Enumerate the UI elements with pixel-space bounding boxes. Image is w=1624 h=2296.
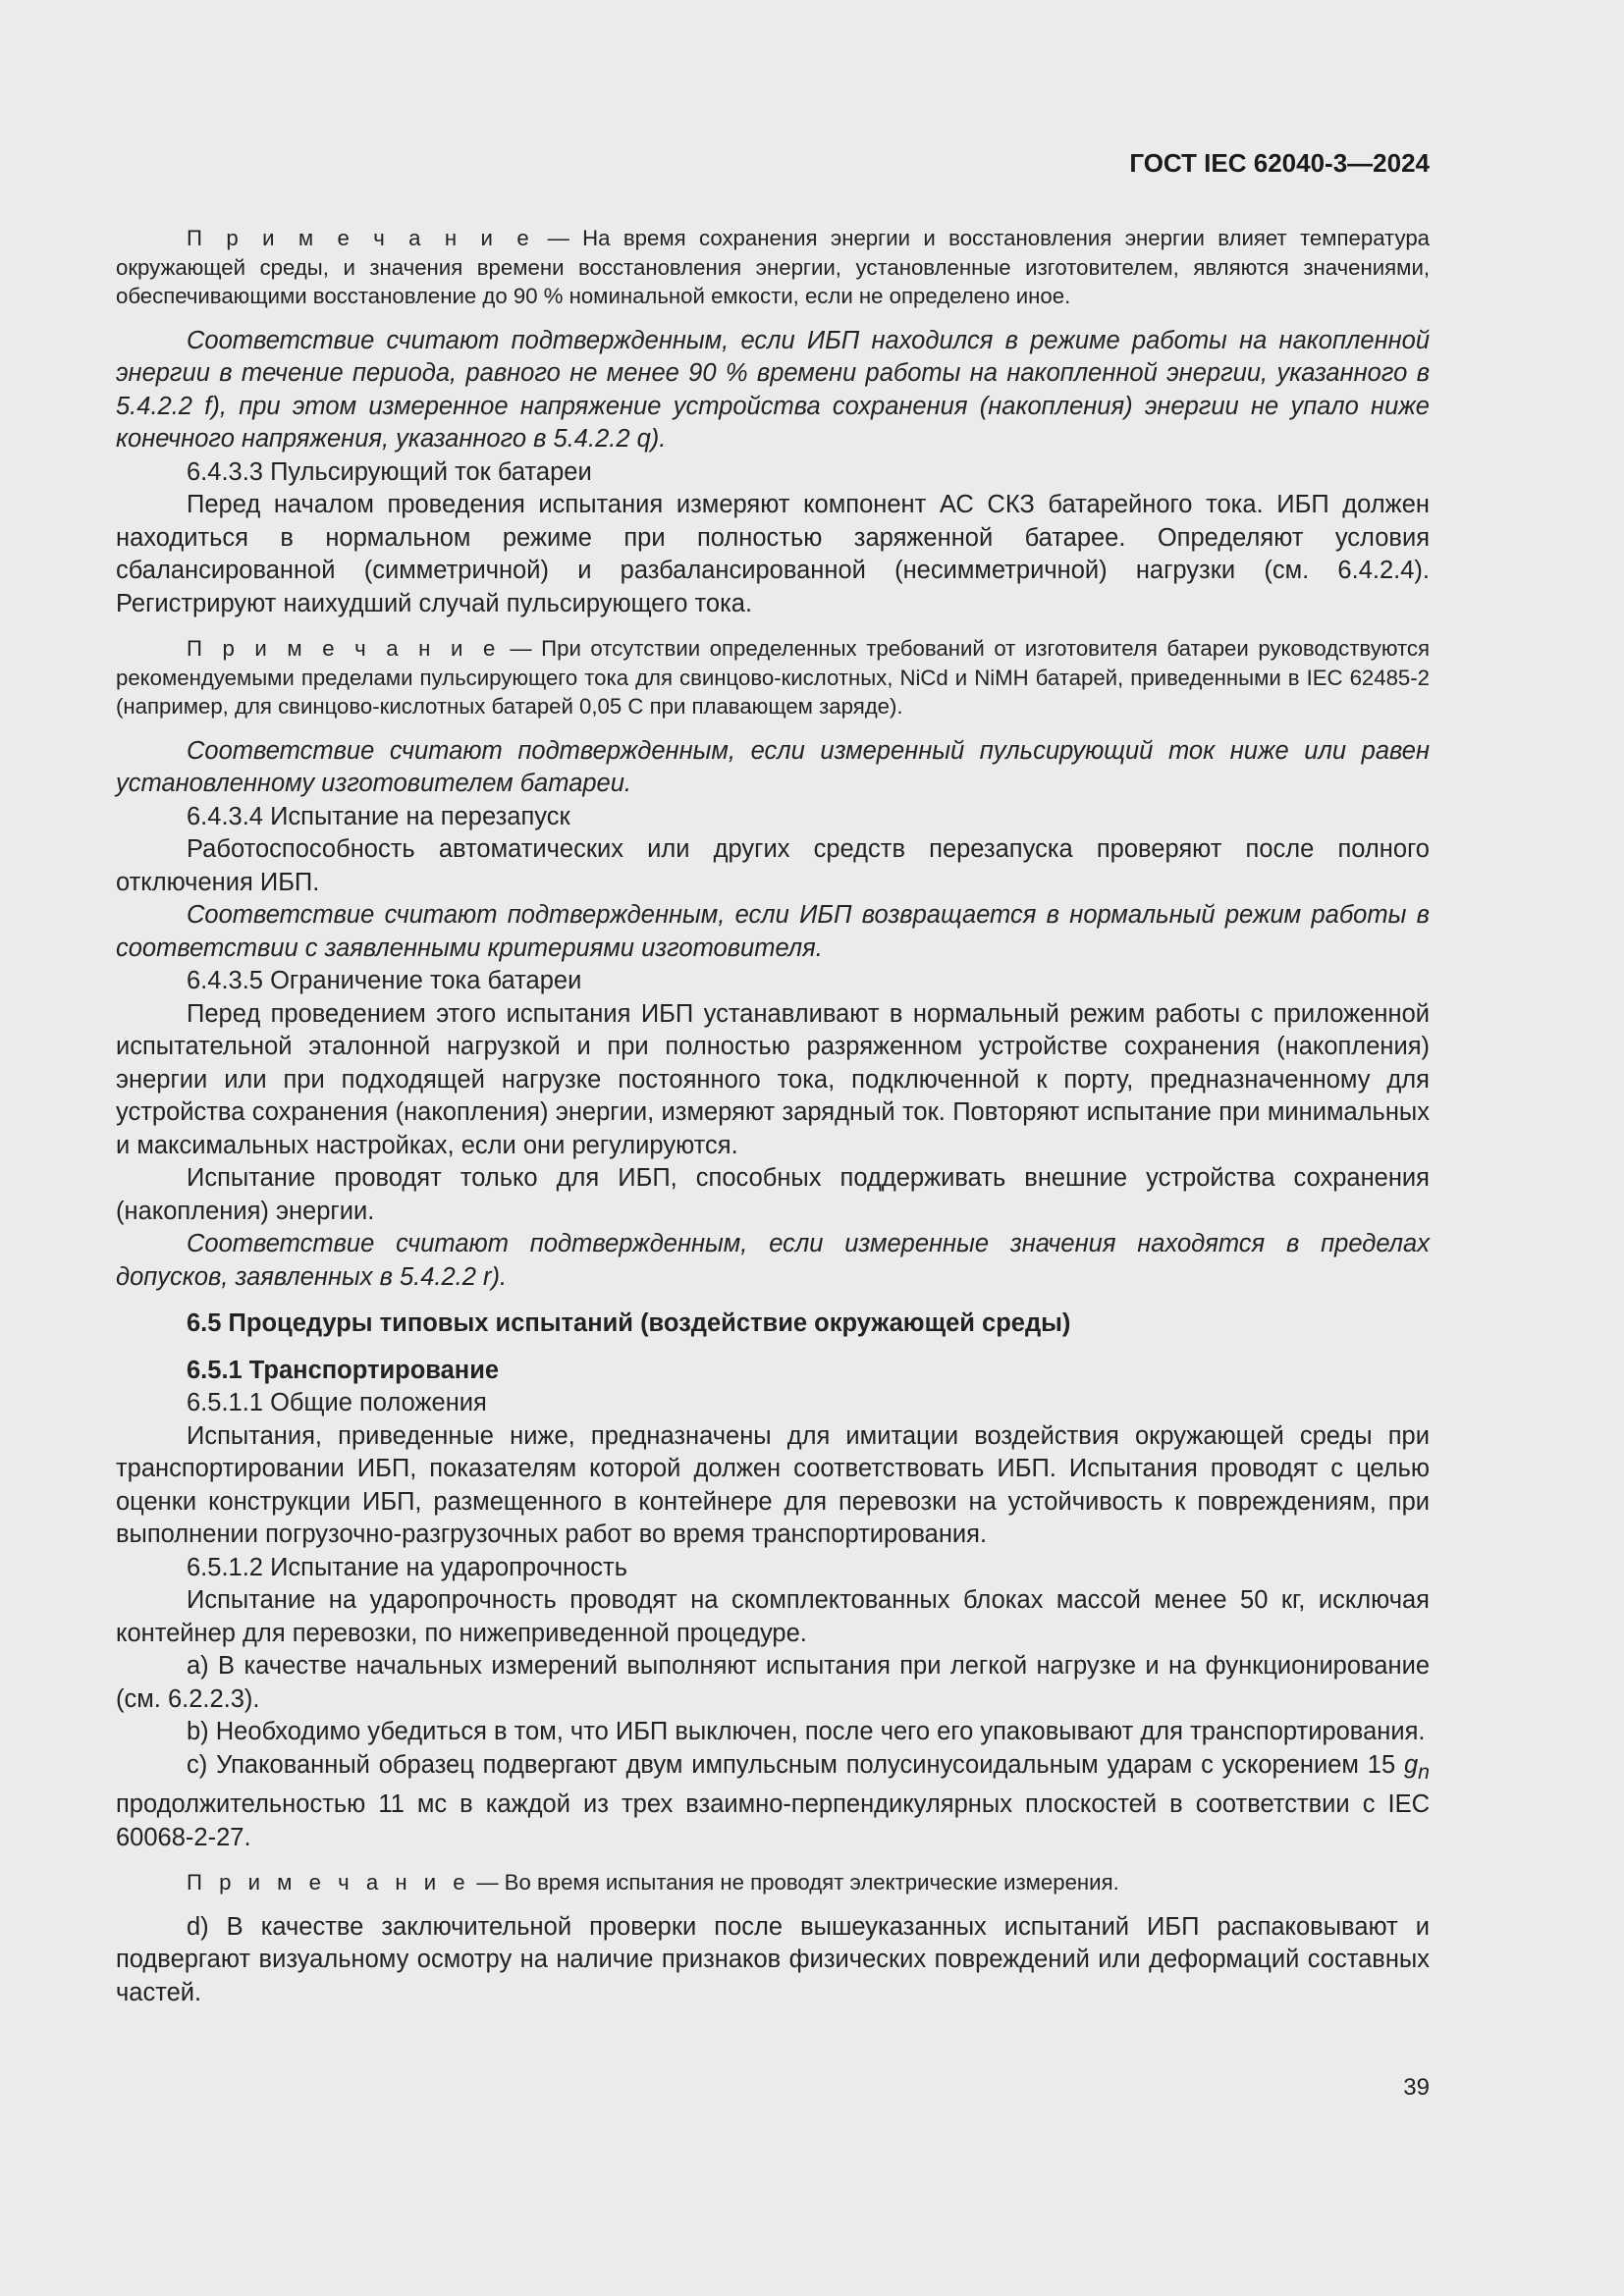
body-paragraph: Испытания, приведенные ниже, предназначены для имитации воздействия окружающей среды при транспортировании ИБП, показателям которой должен соответствовать ИБП. Испытания проводят с целью оценки конструкции ИБП, размещенного в контейнере для перевозки на устойчивость к повреждениям, при выполнении погрузочно-разгрузочных работ во время транспортирования.	[116, 1421, 1430, 1548]
clause-heading: 6.4.3.4 Испытание на перезапуск	[187, 802, 570, 830]
subsection-heading: 6.5.1 Транспортирование	[187, 1356, 500, 1384]
document-header: ГОСТ IEC 62040-3—2024	[1129, 148, 1430, 178]
note-label: П р и м е ч а н и е	[187, 1870, 471, 1896]
list-item: d) В качестве заключительной проверки после вышеуказанных испытаний ИБП распаковывают и подвергают визуальному осмотру на наличие признаков физических повреждений или деформаций составных частей.	[116, 1912, 1430, 2006]
note-paragraph	[116, 634, 1430, 721]
compliance-paragraph: Соответствие считают подтвержденным, если ИБП находился в режиме работы на накопленной энергии в течение периода, равного не менее 90 % времени работы на накопленной энергии, указанного в 5.4.2.2 f), при этом измеренное напряжение устройства сохранения (накопления) энергии не упало ниже конечного напряжения, указанного в 5.4.2.2 q).	[116, 326, 1430, 453]
clause-heading: 6.5.1.2 Испытание на ударопрочность	[187, 1553, 628, 1581]
note-label: П р и м е ч а н и е	[187, 636, 501, 661]
gravity-subscript: n	[1418, 1759, 1430, 1784]
section-heading: 6.5 Процедуры типовых испытаний (воздействие окружающей среды)	[187, 1309, 1071, 1337]
clause-heading: 6.5.1.1 Общие положения	[187, 1389, 487, 1416]
compliance-paragraph: Соответствие считают подтвержденным, если ИБП возвращается в нормальный режим работы в соответствии с заявленными критериями изготовителя.	[116, 901, 1430, 962]
gravity-symbol: g	[1403, 1750, 1419, 1779]
note-label: П р и м е ч а н и е	[187, 226, 535, 250]
compliance-paragraph: Соответствие считают подтвержденным, если измеренные значения находятся в пределах допусков, заявленных в 5.4.2.2 r).	[116, 1230, 1430, 1291]
page-number: 39	[1403, 2074, 1430, 2101]
body-paragraph: Перед началом проведения испытания измеряют компонент АС СКЗ батарейного тока. ИБП должен находиться в нормальном режиме при полностью заряженной батарее. Определяют условия сбалансированной (симметричной) и разбалансированной (несимметричной) нагрузки (см. 6.4.2.4). Регистрируют наихудший случай пульсирующего тока.	[116, 491, 1430, 617]
list-item: a) В качестве начальных измерений выполняют испытания при легкой нагрузке и на функционирование (см. 6.2.2.3).	[116, 1652, 1430, 1713]
page-content	[116, 224, 1430, 2009]
body-paragraph: Работоспособность автоматических или других средств перезапуска проверяют после полного отключения ИБП.	[116, 835, 1430, 896]
body-paragraph: Испытание проводят только для ИБП, способных поддерживать внешние устройства сохранения (накопления) энергии.	[116, 1164, 1430, 1225]
clause-heading: 6.4.3.5 Ограничение тока батареи	[187, 967, 582, 994]
note-text: — Во время испытания не проводят электрические измерения.	[476, 1870, 1119, 1896]
note-paragraph	[116, 1868, 1430, 1897]
note-paragraph	[116, 224, 1430, 311]
body-paragraph: Испытание на ударопрочность проводят на скомплектованных блоках массой менее 50 кг, исключая контейнер для перевозки, по нижеприведенной процедуре.	[116, 1586, 1430, 1647]
list-item: c) Упакованный образец подвергают двум импульсным полусинусоидальным ударам с ускорением 15 $g_n$ продолжительностью 11 мс в каждой из трех взаимно-перпендикулярных плоскостей в соответствии с IEC 60068-2-27.	[116, 1750, 1430, 1851]
note-text: — На время сохранения энергии и восстановления энергии влияет температура окружающей среды, и значения времени восстановления энергии, установленные изготовителем, являются значениями, обеспечивающими восстановление до 90 % номинальной емкости, если не определено иное.	[116, 226, 1430, 308]
note-text: — При отсутствии определенных требований от изготовителя батареи руководствуются рекомендуемыми пределами пульсирующего тока для свинцово-кислотных, NiCd и NiMH батарей, приведенными в IEC 62485-2 (например, для свинцово-кислотных батарей 0,05 С при плавающем заряде).	[116, 636, 1431, 719]
compliance-paragraph: Соответствие считают подтвержденным, если измеренный пульсирующий ток ниже или равен установленному изготовителем батареи.	[116, 736, 1430, 797]
list-item: b) Необходимо убедиться в том, что ИБП выключен, после чего его упаковывают для транспортирования.	[187, 1718, 1426, 1745]
body-paragraph: Перед проведением этого испытания ИБП устанавливают в нормальный режим работы с приложенной испытательной эталонной нагрузкой и при полностью разряженном устройстве сохранения (накопления) энергии или при подходящей нагрузке постоянного тока, подключенной к порту, предназначенному для устройства сохранения (накопления) энергии, измеряют зарядный ток. Повторяют испытание при минимальных и максимальных настройках, если они регулируются.	[116, 999, 1430, 1159]
clause-heading: 6.4.3.3 Пульсирующий ток батареи	[187, 457, 592, 486]
